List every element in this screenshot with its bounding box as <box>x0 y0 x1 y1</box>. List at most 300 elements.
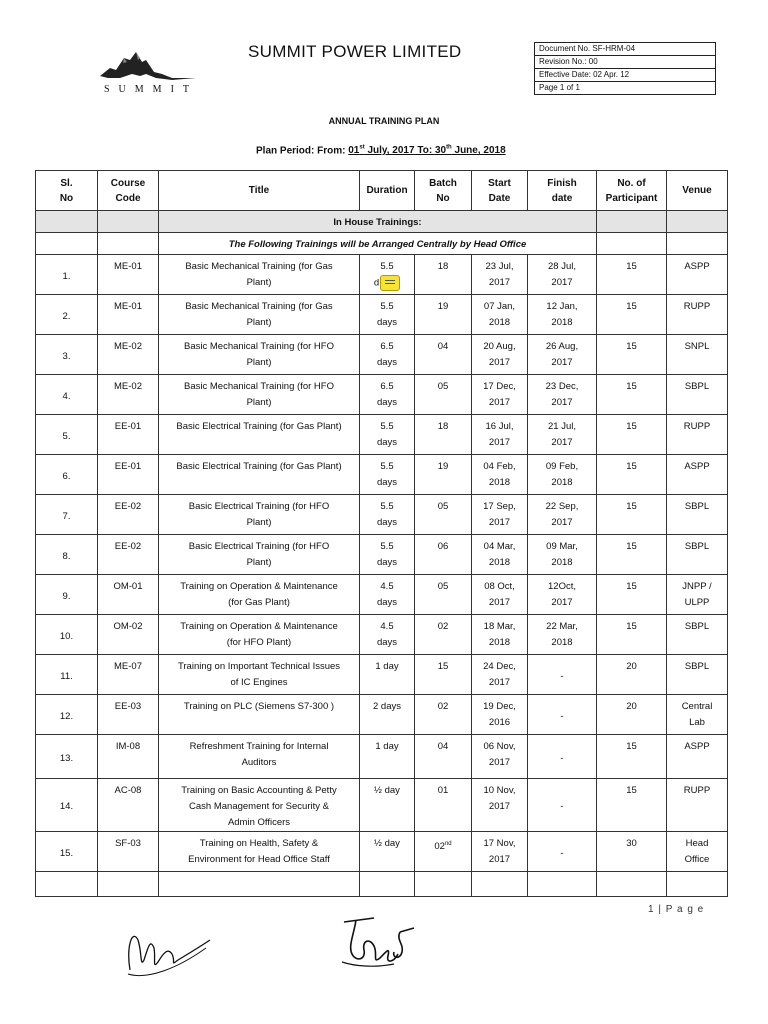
table-row <box>36 415 728 455</box>
cell-start-date-text: 2018 <box>488 637 511 648</box>
cell-title <box>159 295 360 335</box>
cell-participants-text: 15 <box>626 261 637 272</box>
cell-start-date-text: 2017 <box>488 801 511 812</box>
cell-batch <box>415 415 472 455</box>
from-day: 01 <box>348 145 360 157</box>
cell-course-code <box>98 255 159 295</box>
doc-number: Document No. SF-HRM-04 <box>535 43 715 56</box>
cell-course-code-text: ME-01 <box>114 261 142 272</box>
cell-participants <box>597 375 667 415</box>
empty-cell <box>98 872 159 897</box>
cell-finish-date-text: 2017 <box>551 397 573 408</box>
cell-participants <box>597 735 667 779</box>
cell-title-text: Training on Operation & Maintenance <box>180 621 338 632</box>
cell-batch <box>415 295 472 335</box>
cell-title-text: Training on Important Technical Issues <box>177 661 341 672</box>
cell-batch <box>415 832 472 872</box>
section-row <box>36 211 728 233</box>
cell-sl-text: 12. <box>59 710 74 722</box>
cell-venue-text: SBPL <box>684 621 710 632</box>
cell-course-code <box>98 779 159 832</box>
cell-venue-text: ASPP <box>684 741 710 752</box>
table-row <box>36 779 728 832</box>
cell-course-code-text: ME-02 <box>114 341 142 352</box>
cell-start-date-text: 2017 <box>488 277 511 288</box>
cell-participants-text: 15 <box>626 341 637 352</box>
cell-finish-date-text: 22 Sep, <box>545 501 579 512</box>
cell-start-date <box>472 255 528 295</box>
cell-start-date <box>472 335 528 375</box>
cell-title-text: Auditors <box>241 757 277 768</box>
cell-title-text: Training on Health, Safety & <box>199 838 319 849</box>
table-row <box>36 295 728 335</box>
cell-title <box>159 255 360 295</box>
cell-title-text: (for Gas Plant) <box>228 597 290 608</box>
cell-course-code <box>98 335 159 375</box>
cell-batch <box>415 455 472 495</box>
cell-start-date <box>472 375 528 415</box>
cell-venue-text: SBPL <box>684 501 710 512</box>
cell-finish-date <box>528 832 597 872</box>
cell-participants-text: 15 <box>626 381 637 392</box>
cell-start-date-text: 24 Dec, <box>483 661 516 672</box>
cell-batch-text: 18 <box>437 421 449 432</box>
cell-title-text: Training on Basic Accounting & Petty <box>181 785 337 796</box>
cell-start-date <box>472 295 528 335</box>
cell-finish-date <box>528 375 597 415</box>
cell-duration-text: 5.5 <box>380 301 394 312</box>
cell-start-date-text: 2017 <box>488 357 511 368</box>
cell-participants <box>597 695 667 735</box>
cell-course-code-text: EE-01 <box>114 461 142 472</box>
cell-venue <box>667 695 728 735</box>
cell-sl <box>36 695 98 735</box>
table-row <box>36 335 728 375</box>
cell-start-date-text: 07 Jan, <box>483 301 516 312</box>
cell-sl-text: 2. <box>62 310 71 322</box>
cell-title <box>159 735 360 779</box>
cell-sl-text: 9. <box>62 590 71 602</box>
cell-title-text: Refreshment Training for Internal <box>189 741 329 752</box>
cell-title-text: Training on PLC (Siemens S7-300 ) <box>183 701 335 712</box>
cell-sl <box>36 255 98 295</box>
cell-title-text: Plant) <box>246 357 272 368</box>
table-row <box>36 455 728 495</box>
cell-start-date-text: 19 Dec, <box>483 701 516 712</box>
table-row <box>36 535 728 575</box>
cell-course-code <box>98 615 159 655</box>
cell-batch-text: 05 <box>437 501 449 512</box>
cell-batch-text: 02 <box>434 841 445 853</box>
section-title: In House Trainings: <box>159 211 597 233</box>
cell-sl-text: 4. <box>62 390 71 402</box>
cell-finish-date-text: - <box>560 670 564 682</box>
cell-course-code-text: AC-08 <box>114 785 142 796</box>
cell-start-date-text: 04 Feb, <box>483 461 516 472</box>
cell-start-date-text: 2017 <box>488 757 511 768</box>
cell-start-date-text: 2018 <box>488 317 511 328</box>
cell-batch <box>415 615 472 655</box>
cell-duration-text: 6.5 <box>380 381 394 392</box>
cell-finish-date <box>528 495 597 535</box>
document-title: ANNUAL TRAINING PLAN <box>328 116 440 126</box>
cell-title <box>159 375 360 415</box>
subsection-title: The Following Trainings will be Arranged Centrally by Head Office <box>159 233 597 255</box>
col-start-date: Start Date <box>472 171 528 211</box>
cell-start-date-text: 2018 <box>488 557 511 568</box>
cell-venue-text: SBPL <box>684 661 710 672</box>
table-row <box>36 575 728 615</box>
cell-sl <box>36 735 98 779</box>
cell-course-code-text: OM-01 <box>113 581 143 592</box>
cell-sl <box>36 415 98 455</box>
cell-start-date <box>472 735 528 779</box>
cell-venue <box>667 495 728 535</box>
cell-duration-text: days <box>376 557 398 568</box>
col-duration: Duration <box>360 171 415 211</box>
empty-row <box>36 872 728 897</box>
empty-cell <box>415 872 472 897</box>
cell-start-date <box>472 415 528 455</box>
cell-participants <box>597 832 667 872</box>
cell-batch <box>415 335 472 375</box>
table-row <box>36 655 728 695</box>
cell-finish-date <box>528 295 597 335</box>
table-row <box>36 615 728 655</box>
cell-title-text: Environment for Head Office Staff <box>188 854 330 865</box>
cell-batch-text: 18 <box>437 261 449 272</box>
cell-sl-text: 10. <box>59 630 74 642</box>
cell-start-date-text: 2016 <box>488 717 511 728</box>
cell-sl-text: 6. <box>62 470 71 482</box>
cell-start-date-text: 10 Nov, <box>483 785 516 796</box>
cell-title-text: Plant) <box>246 277 272 288</box>
cell-sl <box>36 535 98 575</box>
cell-sl <box>36 832 98 872</box>
cell-duration-text: d <box>373 277 380 289</box>
empty-cell <box>159 872 360 897</box>
cell-start-date <box>472 455 528 495</box>
cell-finish-date-text: 22 Mar, <box>546 621 578 632</box>
cell-duration-text: days <box>376 317 398 328</box>
cell-sl-text: 5. <box>62 430 71 442</box>
cell-start-date <box>472 535 528 575</box>
cell-title-text: Plant) <box>246 317 272 328</box>
cell-duration-text: 5.5 <box>380 501 394 512</box>
cell-venue-text: RUPP <box>683 785 711 796</box>
col-participants: No. of Participant <box>597 171 667 211</box>
cell-title-text: Basic Mechanical Training (for Gas <box>185 301 333 312</box>
cell-batch-text: 19 <box>437 461 449 472</box>
cell-venue <box>667 655 728 695</box>
cell-title <box>159 415 360 455</box>
cell-duration-text: days <box>376 477 398 488</box>
cell-finish-date-text: 2017 <box>551 277 573 288</box>
cell-venue <box>667 375 728 415</box>
cell-venue-text: ASPP <box>684 261 710 272</box>
cell-course-code-text: OM-02 <box>113 621 143 632</box>
cell-venue-text: Central <box>681 701 713 712</box>
cell-finish-date <box>528 335 597 375</box>
cell-finish-date-text: 28 Jul, <box>548 261 576 272</box>
table-row <box>36 495 728 535</box>
cell-title <box>159 615 360 655</box>
cell-finish-date-text: - <box>560 752 564 764</box>
cell-duration-text: 4.5 <box>380 581 394 592</box>
cell-finish-date <box>528 695 597 735</box>
cell-sl <box>36 615 98 655</box>
cell-title-text: Basic Electrical Training (for HFO <box>188 541 330 552</box>
cell-course-code <box>98 295 159 335</box>
cell-duration <box>360 375 415 415</box>
cell-finish-date <box>528 455 597 495</box>
cell-batch-text: 02 <box>437 701 449 712</box>
comment-note-icon[interactable] <box>380 275 400 291</box>
cell-batch-text: 04 <box>437 341 449 352</box>
cell-batch <box>415 575 472 615</box>
period-range <box>348 145 505 156</box>
empty-cell <box>528 872 597 897</box>
cell-venue-text: ASPP <box>684 461 710 472</box>
cell-duration-text: 1 day <box>375 741 399 752</box>
effective-date: Effective Date: 02 Apr. 12 <box>535 69 715 82</box>
cell-start-date-text: 2017 <box>488 854 511 865</box>
cell-duration-text: days <box>376 397 398 408</box>
cell-participants <box>597 255 667 295</box>
cell-finish-date-text: 2018 <box>551 317 573 328</box>
cell-duration-text: 5.5 <box>380 541 394 552</box>
cell-sl-text: 7. <box>62 510 71 522</box>
cell-sl-text: 14. <box>59 801 74 812</box>
cell-title-text: Basic Electrical Training (for Gas Plant) <box>176 421 342 432</box>
cell-course-code-text: ME-01 <box>114 301 142 312</box>
cell-venue <box>667 535 728 575</box>
cell-participants <box>597 615 667 655</box>
cell-finish-date-text: 09 Mar, <box>546 541 578 552</box>
cell-batch <box>415 375 472 415</box>
cell-course-code-text: EE-03 <box>114 701 142 712</box>
cell-start-date <box>472 615 528 655</box>
cell-sl <box>36 375 98 415</box>
cell-title-text: Basic Mechanical Training (for Gas <box>185 261 333 272</box>
cell-start-date-text: 17 Nov, <box>483 838 516 849</box>
cell-participants-text: 15 <box>626 421 637 432</box>
cell-sl-text: 3. <box>62 350 71 362</box>
cell-participants <box>597 535 667 575</box>
cell-participants-text: 15 <box>626 741 637 752</box>
cell-venue-text: Lab <box>689 717 705 728</box>
cell-title-text: Basic Electrical Training (for Gas Plant) <box>176 461 342 472</box>
cell-course-code <box>98 495 159 535</box>
cell-batch <box>415 535 472 575</box>
to-day: 30 <box>434 145 447 157</box>
cell-duration-text: days <box>376 637 398 648</box>
cell-start-date <box>472 655 528 695</box>
period-label: Plan Period: From: <box>256 145 349 157</box>
subsection-row <box>36 233 728 255</box>
cell-duration <box>360 495 415 535</box>
cell-venue <box>667 779 728 832</box>
cell-batch <box>415 779 472 832</box>
cell-duration <box>360 575 415 615</box>
page-number: 1 | P a g e <box>648 904 705 915</box>
cell-duration <box>360 615 415 655</box>
cell-participants-text: 15 <box>626 785 637 796</box>
table-header-row <box>36 171 728 211</box>
cell-title <box>159 575 360 615</box>
cell-finish-date-text: 12 Jan, <box>546 301 578 312</box>
cell-course-code <box>98 535 159 575</box>
cell-sl <box>36 495 98 535</box>
table-row <box>36 375 728 415</box>
from-rest: July, 2017 <box>364 145 415 157</box>
col-venue: Venue <box>667 171 728 211</box>
cell-batch-text: 05 <box>437 581 449 592</box>
cell-title-text: Basic Mechanical Training (for HFO <box>184 381 334 392</box>
cell-finish-date-text: 26 Aug, <box>545 341 579 352</box>
cell-finish-date-text: 21 Jul, <box>548 421 576 432</box>
cell-finish-date-text: 2017 <box>551 437 573 448</box>
cell-finish-date <box>528 779 597 832</box>
cell-course-code-text: ME-07 <box>114 661 142 672</box>
cell-batch <box>415 735 472 779</box>
cell-participants-text: 15 <box>626 581 637 592</box>
cell-finish-date-text: 09 Feb, <box>545 461 579 472</box>
cell-title-text: Basic Electrical Training (for HFO <box>188 501 330 512</box>
cell-title <box>159 335 360 375</box>
cell-venue-text: RUPP <box>683 301 711 312</box>
cell-start-date-text: 2018 <box>488 477 511 488</box>
cell-venue <box>667 832 728 872</box>
revision-number: Revision No.: 00 <box>535 56 715 69</box>
empty-cell <box>360 872 415 897</box>
cell-venue <box>667 255 728 295</box>
cell-participants <box>597 495 667 535</box>
cell-title-text: (for HFO Plant) <box>226 637 292 648</box>
cell-batch-text: 04 <box>437 741 449 752</box>
cell-finish-date-text: 2017 <box>551 517 573 528</box>
cell-venue-text: Office <box>684 854 710 865</box>
cell-duration <box>360 415 415 455</box>
cell-title <box>159 779 360 832</box>
cell-participants-text: 20 <box>626 701 637 712</box>
cell-title <box>159 455 360 495</box>
col-course-code: Course Code <box>98 171 159 211</box>
cell-batch-text: 05 <box>437 381 449 392</box>
cell-course-code-text: SF-03 <box>115 838 141 849</box>
cell-venue <box>667 455 728 495</box>
cell-finish-date <box>528 575 597 615</box>
cell-sl-text: 11. <box>60 670 73 682</box>
cell-sl-text: 15. <box>59 847 74 859</box>
cell-title <box>159 535 360 575</box>
cell-sl <box>36 779 98 832</box>
cell-title <box>159 655 360 695</box>
cell-start-date-text: 2017 <box>488 437 511 448</box>
cell-duration-text: days <box>376 517 398 528</box>
cell-duration-text: 5.5 <box>380 421 394 432</box>
cell-duration-text: ½ day <box>374 838 400 849</box>
cell-duration <box>360 655 415 695</box>
cell-sl-text: 13. <box>59 752 74 764</box>
table-row <box>36 832 728 872</box>
cell-participants-text: 20 <box>626 661 637 672</box>
cell-duration-text: 4.5 <box>380 621 394 632</box>
cell-start-date-text: 17 Dec, <box>483 381 516 392</box>
to-sup: th <box>446 145 452 151</box>
cell-course-code <box>98 695 159 735</box>
to-label: To: <box>414 145 435 157</box>
cell-finish-date-text: - <box>560 801 564 812</box>
cell-venue <box>667 295 728 335</box>
cell-participants-text: 15 <box>626 501 637 512</box>
cell-duration <box>360 535 415 575</box>
cell-participants <box>597 655 667 695</box>
cell-start-date-text: 18 Mar, <box>483 621 516 632</box>
cell-course-code <box>98 575 159 615</box>
cell-title-text: Plant) <box>246 517 272 528</box>
cell-batch <box>415 655 472 695</box>
cell-duration-text: ½ day <box>374 785 400 796</box>
empty-cell <box>597 872 667 897</box>
cell-duration-text: days <box>376 357 398 368</box>
table-row <box>36 255 728 295</box>
from-sup: st <box>359 145 365 151</box>
cell-finish-date <box>528 615 597 655</box>
cell-duration-text: days <box>376 597 398 608</box>
cell-start-date-text: 2017 <box>488 677 511 688</box>
cell-start-date <box>472 575 528 615</box>
cell-course-code <box>98 655 159 695</box>
cell-duration-text: 5.5 <box>380 461 394 472</box>
col-title: Title <box>159 171 360 211</box>
col-finish-date: Finish date <box>528 171 597 211</box>
cell-duration <box>360 695 415 735</box>
cell-title-text: Cash Management for Security & <box>189 801 329 812</box>
cell-title-text: Plant) <box>246 397 272 408</box>
cell-venue-text: ULPP <box>684 597 710 608</box>
cell-duration <box>360 779 415 832</box>
cell-venue <box>667 615 728 655</box>
cell-duration <box>360 735 415 779</box>
cell-course-code-text: EE-02 <box>114 541 142 552</box>
cell-finish-date-text: 12Oct, <box>548 581 576 592</box>
cell-start-date-text: 2017 <box>488 597 511 608</box>
logo-wordmark: SUMMIT <box>104 84 199 95</box>
cell-course-code <box>98 415 159 455</box>
cell-finish-date <box>528 535 597 575</box>
cell-start-date <box>472 832 528 872</box>
training-plan-table <box>35 170 728 897</box>
empty-cell <box>667 872 728 897</box>
company-name: SUMMIT POWER LIMITED <box>248 42 462 61</box>
cell-venue <box>667 415 728 455</box>
cell-title-text: Training on Operation & Maintenance <box>180 581 338 592</box>
cell-course-code-text: EE-01 <box>114 421 142 432</box>
cell-finish-date <box>528 735 597 779</box>
cell-participants-text: 15 <box>626 621 637 632</box>
cell-finish-date-text: - <box>560 710 564 722</box>
cell-sl-text: 1. <box>62 270 71 282</box>
plan-period <box>256 145 506 156</box>
cell-venue-text: JNPP / <box>682 581 712 592</box>
document-info-box <box>534 42 716 95</box>
signature-right <box>334 912 424 974</box>
cell-title-text: Basic Mechanical Training (for HFO <box>184 341 334 352</box>
cell-batch <box>415 495 472 535</box>
cell-start-date <box>472 779 528 832</box>
cell-venue <box>667 735 728 779</box>
